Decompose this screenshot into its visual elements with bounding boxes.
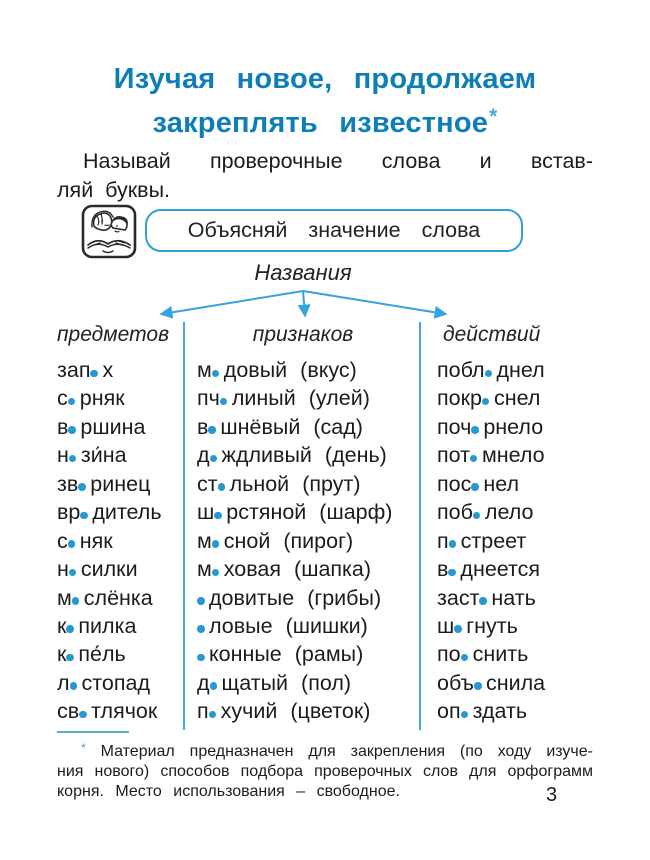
missing-letter-dot bbox=[79, 711, 87, 719]
missing-letter-dot bbox=[68, 426, 76, 434]
word-item: пот мнело bbox=[437, 443, 545, 468]
word-item: по снить bbox=[437, 642, 529, 667]
word-item: м сной (пирог) bbox=[197, 528, 354, 553]
page-number: 3 bbox=[546, 784, 558, 806]
instruction-paragraph bbox=[57, 147, 593, 205]
missing-letter-dot bbox=[485, 370, 493, 378]
column-header-objects: предметов bbox=[57, 323, 170, 346]
word-hint: (пол) bbox=[301, 670, 352, 695]
word-hint: (грибы) bbox=[307, 585, 382, 610]
word-hint: (вкус) bbox=[300, 358, 357, 382]
column-header-attributes: признаков bbox=[252, 323, 354, 346]
missing-letter-dot bbox=[210, 455, 218, 463]
title-line-2 bbox=[0, 98, 650, 142]
missing-letter-dot bbox=[461, 654, 469, 662]
missing-letter-dot bbox=[218, 483, 226, 491]
word-item: д ждливый (день) bbox=[197, 443, 387, 468]
missing-letter-dot bbox=[68, 398, 76, 406]
word-item: св тлячок bbox=[57, 699, 158, 724]
missing-letter-dot bbox=[471, 426, 479, 434]
word-hint: (улей) bbox=[308, 386, 370, 411]
word-hint: (шарф) bbox=[319, 500, 393, 525]
column-attributes bbox=[183, 322, 421, 730]
missing-letter-dot bbox=[212, 370, 220, 378]
missing-letter-dot bbox=[209, 711, 217, 719]
word-item: пч линый (улей) bbox=[197, 386, 370, 411]
word-item: пос нел bbox=[437, 471, 520, 496]
missing-letter-dot bbox=[220, 398, 228, 406]
missing-letter-dot bbox=[471, 483, 479, 491]
missing-letter-dot bbox=[210, 682, 218, 690]
missing-letter-dot bbox=[212, 569, 220, 577]
children-reading-icon bbox=[81, 204, 137, 259]
word-item: зв ринец bbox=[57, 471, 151, 496]
word-item: в днеется bbox=[437, 557, 541, 582]
missing-letter-dot bbox=[78, 483, 86, 491]
footnote-line-2: ния нового) способов подбора проверочных слов для орфограмм bbox=[57, 763, 593, 780]
instruction-line-2: ляй буквы. bbox=[57, 178, 171, 202]
missing-letter-dot bbox=[473, 512, 481, 520]
missing-letter-dot bbox=[470, 455, 478, 463]
missing-letter-dot bbox=[68, 540, 76, 548]
missing-letter-dot bbox=[448, 569, 456, 577]
scheme-arrows bbox=[0, 286, 650, 322]
missing-letter-dot bbox=[461, 711, 469, 719]
word-item: п стреет bbox=[437, 528, 527, 553]
word-hint: (шапка) bbox=[294, 557, 372, 582]
word-item: довитые (грибы) bbox=[197, 584, 419, 612]
title-line-1: Изучая новое, продолжаем bbox=[113, 63, 537, 95]
missing-letter-dot bbox=[66, 654, 74, 662]
word-item: поч рнело bbox=[437, 414, 544, 439]
column-objects bbox=[57, 322, 183, 730]
word-item: ш рстяной (шарф) bbox=[197, 500, 393, 525]
word-item: вр дитель bbox=[57, 500, 162, 525]
missing-letter-dot bbox=[449, 540, 457, 548]
missing-letter-dot bbox=[479, 597, 487, 605]
scheme-root-text: Названия bbox=[254, 260, 352, 285]
missing-letter-dot bbox=[208, 426, 216, 434]
scheme-root-label bbox=[0, 260, 628, 286]
word-hint: (сад) bbox=[313, 414, 363, 439]
word-hint: (день) bbox=[324, 443, 387, 468]
missing-letter-dot bbox=[212, 540, 220, 548]
missing-letter-dot bbox=[72, 597, 80, 605]
asterisk-mark: * bbox=[489, 105, 498, 128]
footnote bbox=[57, 731, 593, 802]
footnote-asterisk: * bbox=[81, 741, 86, 755]
missing-letter-dot bbox=[80, 512, 88, 520]
footnote-rule bbox=[57, 731, 129, 733]
word-hint: (прут) bbox=[302, 471, 361, 496]
word-item: п хучий (цветок) bbox=[197, 699, 371, 724]
footnote-line-1-text: Материал предназначен для закрепления (по ходу изуче- bbox=[100, 743, 593, 760]
missing-letter-dot bbox=[90, 370, 98, 378]
word-list-attributes bbox=[197, 356, 419, 726]
word-item: ш гнуть bbox=[437, 613, 518, 638]
word-item: поб лело bbox=[437, 500, 534, 525]
word-item: к пилка bbox=[57, 613, 137, 638]
instruction-line-1: Называй проверочные слова и встав- bbox=[83, 149, 593, 173]
word-list-objects bbox=[57, 356, 183, 726]
missing-letter-dot bbox=[214, 512, 222, 520]
missing-letter-dot bbox=[197, 625, 205, 633]
word-item: с рняк bbox=[57, 386, 125, 411]
word-item: н зи́на bbox=[57, 443, 127, 468]
word-item: конные (рамы) bbox=[197, 640, 419, 668]
word-item: ст льной (прут) bbox=[197, 471, 361, 496]
word-item: побл днел bbox=[437, 358, 545, 382]
word-list-actions bbox=[437, 356, 593, 726]
word-item: м ховая (шапка) bbox=[197, 557, 372, 582]
word-item: зап х bbox=[57, 358, 114, 382]
missing-letter-dot bbox=[69, 455, 77, 463]
task-pill-label: Объясняй значение слова bbox=[187, 218, 481, 242]
missing-letter-dot bbox=[66, 625, 74, 633]
missing-letter-dot bbox=[69, 569, 77, 577]
word-item: заст нать bbox=[437, 585, 536, 610]
word-hint: (цветок) bbox=[290, 699, 371, 724]
word-item: оп здать bbox=[437, 699, 528, 724]
word-item: покр снел bbox=[437, 386, 541, 411]
word-columns bbox=[57, 322, 593, 730]
word-hint: (рамы) bbox=[294, 642, 364, 667]
word-item: в ршина bbox=[57, 414, 146, 439]
word-item: ловые (шишки) bbox=[197, 612, 419, 640]
page-title bbox=[0, 60, 650, 142]
task-pill bbox=[145, 209, 523, 252]
column-header-actions: действий bbox=[443, 323, 541, 346]
missing-letter-dot bbox=[70, 682, 78, 690]
word-item: д щатый (пол) bbox=[197, 670, 352, 695]
word-item: м довый (вкус) bbox=[197, 358, 357, 382]
missing-letter-dot bbox=[474, 682, 482, 690]
missing-letter-dot bbox=[197, 597, 205, 605]
word-item: в шнёвый (сад) bbox=[197, 414, 363, 439]
word-hint: (пирог) bbox=[283, 528, 354, 553]
missing-letter-dot bbox=[482, 398, 490, 406]
word-item: л стопад bbox=[57, 670, 151, 695]
column-actions bbox=[421, 322, 593, 730]
title-line-2-text: закреплять известное bbox=[152, 107, 489, 139]
word-item: н силки bbox=[57, 557, 138, 582]
footnote-line-1 bbox=[57, 738, 593, 762]
word-item: м слёнка bbox=[57, 585, 153, 610]
missing-letter-dot bbox=[197, 654, 205, 662]
word-hint: (шишки) bbox=[285, 613, 368, 638]
word-item: объ снила bbox=[437, 670, 546, 695]
word-item: с няк bbox=[57, 528, 113, 553]
word-item: к пе́ль bbox=[57, 642, 126, 667]
footnote-line-3: корня. Место использования – свободное. bbox=[57, 783, 400, 800]
missing-letter-dot bbox=[454, 625, 462, 633]
